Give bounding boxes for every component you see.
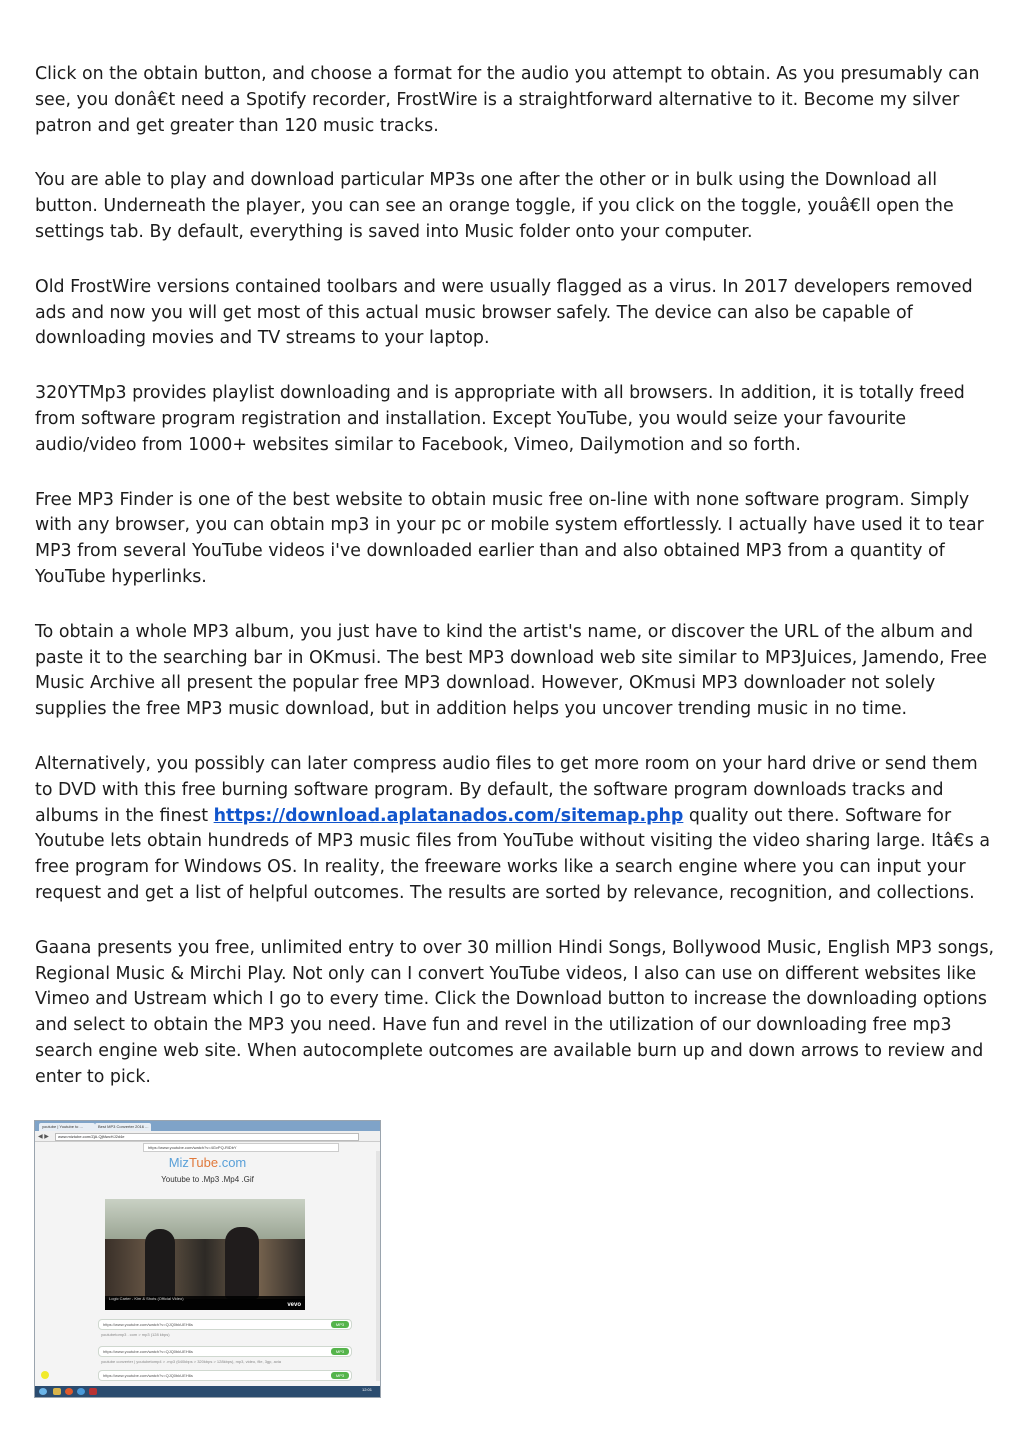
- browser-tab: Best MP3 Converter 2016 ...: [95, 1123, 151, 1131]
- taskbar-clock: 12:01: [361, 1387, 372, 1392]
- address-bar: www.miztube.com/ZjA.QjMwcHJ2d4e: [55, 1133, 359, 1141]
- paragraph: Old FrostWire versions contained toolbars and were usually flagged as a virus. In 2017 developers removed ads and now you will get most of this actual music browser safely. The device can also be capable of downloading movies and TV streams to your laptop.: [35, 276, 973, 349]
- browser-tab: youtube | Youtube to ...: [39, 1123, 95, 1131]
- paragraph: Gaana presents you free, unlimited entry to over 30 million Hindi Songs, Bollywood Music, English MP3 songs, Regional Music & Mirchi Play. Not only can I convert YouTube videos, I also can use on different websites like Vimeo and Ustream which I go to every time. Click the Download button to increase the downloading options and select to obtain the MP3 you need. Have fun and revel in the utilization of our downloading free mp3 search engine web site. When autocomplete outcomes are available burn up and down arrows to review and enter to pick.: [35, 937, 995, 1087]
- logo-text: Miz: [168, 1155, 189, 1170]
- cursor-highlight: [41, 1371, 49, 1379]
- paragraph: To obtain a whole MP3 album, you just have to kind the artist's name, or discover the URL of the album and paste it to the searching bar in OKmusi. The best MP3 download web site similar to MP3Juices, Jamendo, Free Music Archive all present the popular free MP3 download. However, OKmusi MP3 downloader not solely supplies the free MP3 music download, but in addition helps you uncover trending music in no time.: [35, 621, 987, 720]
- paragraph: Free MP3 Finder is one of the best website to obtain music free on-line with none software program. Simply with any browser, you can obtain mp3 in your pc or mobile system effortlessly. I actually have used it to tear MP3 from several YouTube videos i've downloaded earlier than and also obtained MP3 from a quantity of YouTube hyperlinks.: [35, 489, 984, 587]
- video-caption: Logic Carter - Kim & Shots (Official Video): [105, 1296, 305, 1310]
- miztube-logo: [35, 1155, 380, 1170]
- article-body: [35, 62, 995, 1120]
- start-icon: [39, 1388, 47, 1395]
- video-figure: [225, 1227, 259, 1299]
- result-format: youtubetomp3 . com > mp3 (128 kbps): [101, 1332, 170, 1337]
- site-url-field: https://www.youtube.com/watch?v=4GvPQ-RlDbY: [143, 1143, 339, 1152]
- video-crowd: [105, 1239, 305, 1299]
- paragraph-text: Alternatively, you possibly can later compress audio files to get more room on your hard drive or send them to DVD with this free burning software program. By default, the software program downloads tracks and albums in the finest: [35, 753, 978, 826]
- chrome-icon: [77, 1388, 85, 1395]
- browser-toolbar: [35, 1131, 380, 1142]
- video-figure: [145, 1229, 175, 1299]
- browser-icon: [65, 1388, 73, 1395]
- browser-tab-strip: [35, 1121, 380, 1131]
- back-icon: ◀ ▶: [38, 1134, 49, 1140]
- app-icon: [89, 1388, 97, 1395]
- mp3-button: MP3: [331, 1372, 349, 1379]
- windows-taskbar: [35, 1386, 380, 1397]
- result-row: [98, 1319, 352, 1330]
- paragraph-text: quality out there. Software for Youtube lets obtain hundreds of MP3 music files from YouTube without visiting the video sharing large. Itâ€s a free program for Windows OS. In reality, the freeware works like a search engine where you can input your request and get a list of helpful outcomes. The results are sorted by relevance, recognition, and collections.: [35, 805, 990, 903]
- result-row: [98, 1346, 352, 1357]
- folder-icon: [53, 1388, 61, 1395]
- scrollbar: [376, 1151, 380, 1381]
- mp3-button: MP3: [331, 1348, 349, 1355]
- result-format: youtube converter | youtubetomp4 > .mp3 (640kbps > 320kbps > 128kbps), mp3, video, file, 3gp, avia: [101, 1359, 281, 1364]
- mp3-button: MP3: [331, 1321, 349, 1328]
- result-url: https://www.youtube.com/watch?v=QJQ0bkUEH6s: [103, 1373, 193, 1378]
- paragraph: You are able to play and download particular MP3s one after the other or in bulk using the Download all button. Underneath the player, you can see an orange toggle, if you click on the toggle, youâ€ll open the settings tab. By default, everything is saved into Music folder onto your computer.: [35, 170, 954, 242]
- miztube-screenshot: [34, 1120, 381, 1398]
- logo-text: Tube: [188, 1155, 219, 1170]
- paragraph: Click on the obtain button, and choose a format for the audio you attempt to obtain. As you presumably can see, you donâ€t need a Spotify recorder, FrostWire is a straightforward alternative to it. Become my silver patron and get greater than 120 music tracks.: [35, 64, 980, 136]
- result-url: https://www.youtube.com/watch?v=QJQ0bkUEH6s: [103, 1349, 193, 1354]
- paragraph: 320YTMp3 provides playlist downloading and is appropriate with all browsers. In addition, it is totally freed from software program registration and installation. Except YouTube, you would seize your favourite audio/video from 1000+ websites similar to Facebook, Vimeo, Dailymotion and so forth.: [35, 383, 965, 455]
- paragraph-with-link: [35, 752, 995, 907]
- sitemap-link[interactable]: https://download.aplatanados.com/sitemap.php: [213, 805, 684, 826]
- result-url: https://www.youtube.com/watch?v=QJQ0bkUEH6s: [103, 1322, 193, 1327]
- logo-text: .com: [218, 1155, 247, 1170]
- vevo-logo: vevo: [287, 1302, 301, 1308]
- video-thumbnail: [105, 1199, 305, 1310]
- result-row: [98, 1370, 352, 1381]
- site-tagline: Youtube to .Mp3 .Mp4 .Gif: [161, 1175, 254, 1184]
